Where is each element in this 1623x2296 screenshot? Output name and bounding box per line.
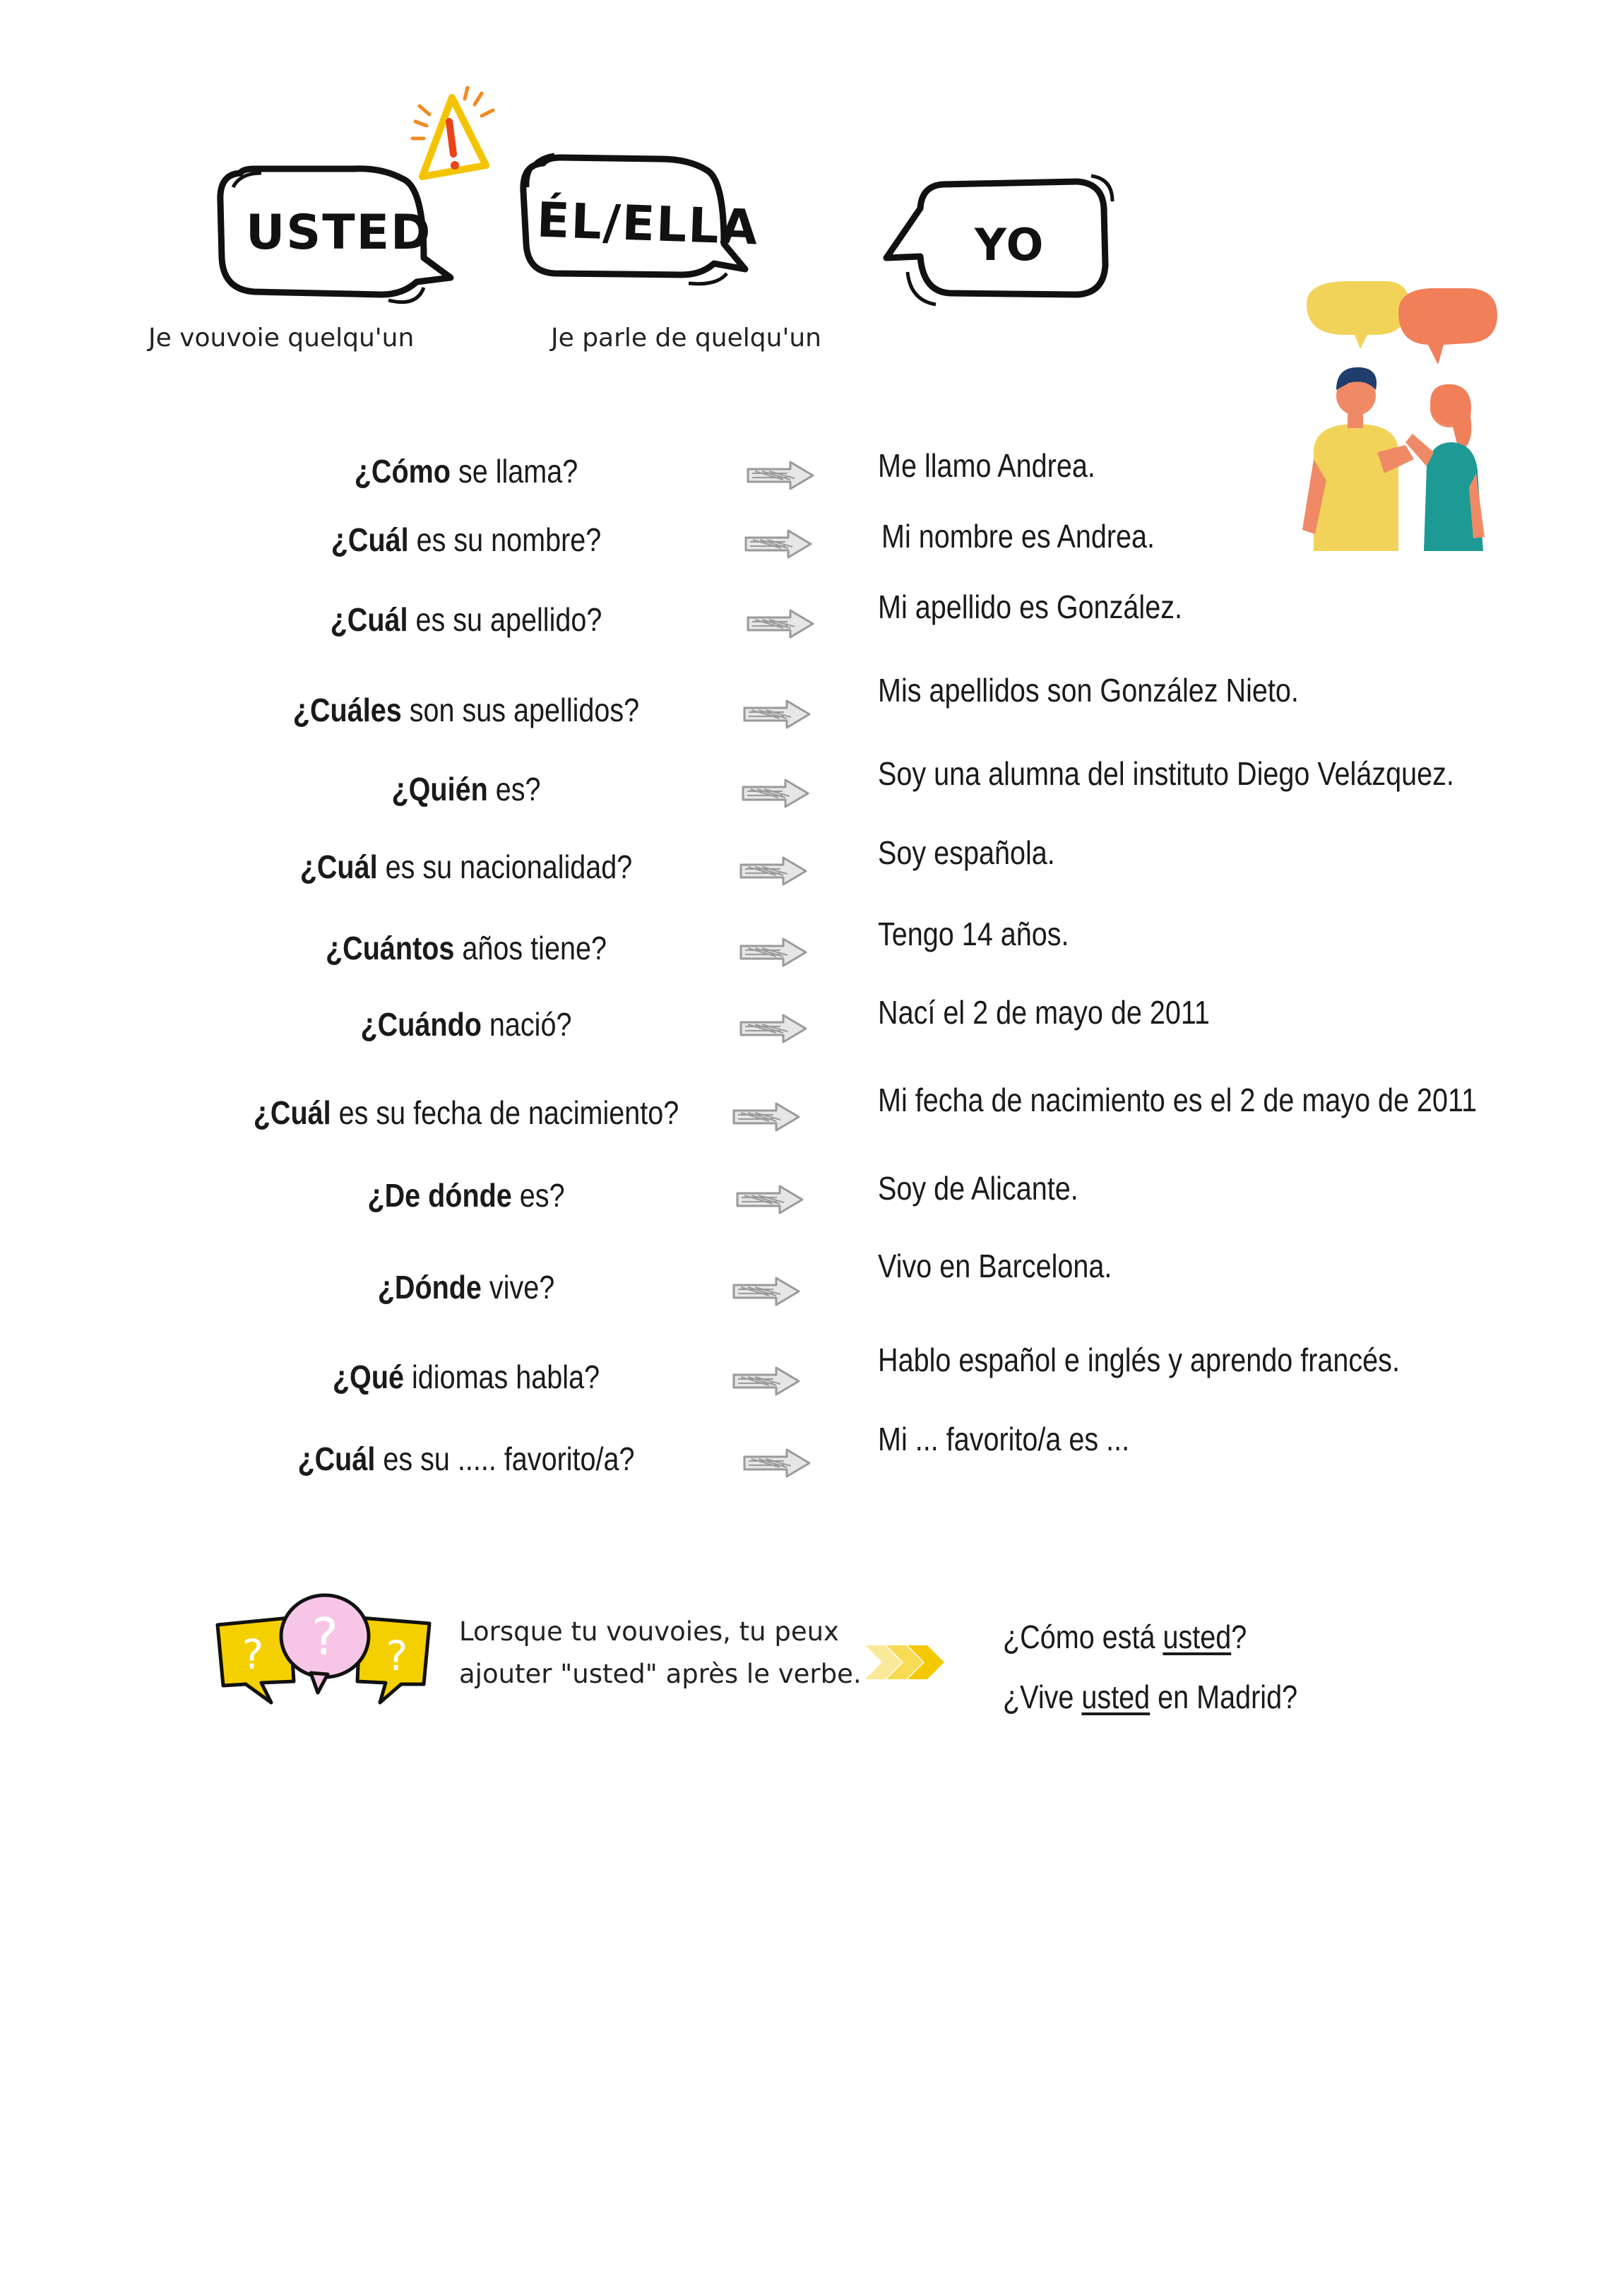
question-text [162,1094,770,1132]
example-1-pre: ¿Cómo está [1003,1619,1163,1655]
example-2-post: en Madrid? [1150,1679,1298,1715]
question-text [162,848,770,886]
answer-text: Nací el 2 de mayo de 2011 [878,994,1210,1031]
arrow-right-icon [745,608,816,640]
answer-text: Tengo 14 años. [878,916,1069,952]
question-rest: vive? [481,1269,555,1306]
example-2 [1003,1678,1297,1716]
question-keyword: ¿Cuándo [360,1006,482,1043]
question-text [162,1005,770,1043]
arrow-right-icon [738,1012,809,1045]
question-keyword: ¿Cuál [297,1440,376,1477]
question-rest: es su nacionalidad? [377,848,633,885]
question-keyword: ¿De dónde [367,1177,512,1214]
usted-label: USTED [246,205,432,261]
question-rest: es su apellido? [408,601,602,638]
question-text [162,1268,770,1306]
question-text [162,770,770,808]
question-text [162,1176,770,1214]
answer-text: Me llamo Andrea. [878,447,1095,484]
question-text [162,600,770,639]
conversation-illustration [1292,276,1511,558]
question-text [162,452,770,490]
arrow-right-icon [742,698,812,730]
arrow-right-icon [731,1365,802,1397]
arrow-right-icon [743,528,814,560]
arrow-right-icon [735,1183,805,1216]
question-rest: se llama? [450,453,578,490]
question-rest: son sus apellidos? [401,692,640,728]
answer-text: Mi fecha de nacimiento es el 2 de mayo de 2011 [878,1082,1478,1118]
answer-text: Mi nombre es Andrea. [881,518,1155,555]
example-2-pre: ¿Vive [1003,1679,1082,1715]
question-keyword: ¿Cuál [299,848,378,885]
el-ella-label: ÉL/ELLA [535,192,760,256]
usted-caption: Je vouvoie quelqu'un [148,324,415,353]
question-keyword: ¿Cuántos [326,930,455,966]
arrow-right-icon [745,459,816,492]
tip-line-1: Lorsque tu vouvoies, tu peux [459,1616,839,1647]
question-text [162,1358,770,1396]
question-rest: es su ..... favorito/a? [375,1440,635,1477]
question-bubbles-icon [212,1590,438,1710]
question-keyword: ¿Cuál [331,521,409,558]
question-keyword: ¿Cuáles [292,692,402,728]
answer-text: Mi ... favorito/a es ... [878,1421,1130,1457]
question-keyword: ¿Cuál [330,601,408,638]
arrow-right-icon [740,777,811,810]
arrow-right-icon [731,1101,802,1133]
answer-text: Soy de Alicante. [878,1170,1078,1207]
question-text [162,1440,770,1478]
yo-label: YO [975,219,1045,271]
question-keyword: ¿Cómo [354,453,451,490]
question-keyword: ¿Qué [332,1359,404,1395]
answer-text: Mis apellidos son González Nieto. [878,672,1299,709]
svg-text:?: ? [242,1631,264,1679]
question-rest: nació? [481,1006,572,1043]
chevron-arrows-icon [865,1641,950,1683]
question-text [162,521,770,559]
question-rest: es? [487,771,541,807]
question-keyword: ¿Quién [391,771,488,807]
arrow-right-icon [742,1447,812,1479]
question-rest: es su fecha de nacimiento? [331,1094,679,1131]
answer-text: Vivo en Barcelona. [878,1248,1112,1284]
question-rest: años tiene? [454,930,607,966]
example-1-post: ? [1231,1619,1247,1655]
question-rest: idiomas habla? [403,1359,600,1395]
answer-text: Soy española. [878,834,1055,871]
example-2-usted: usted [1081,1679,1151,1715]
svg-text:?: ? [311,1607,339,1667]
example-1 [1003,1618,1247,1656]
arrow-right-icon [738,936,809,969]
answer-text: Soy una alumna del instituto Diego Velázquez. [878,755,1454,792]
question-text [162,691,770,729]
svg-text:?: ? [386,1632,408,1680]
tip-text [459,1611,862,1696]
arrow-right-icon [738,855,809,887]
question-rest: es su nombre? [408,521,602,558]
answer-text: Mi apellido es González. [878,588,1182,625]
question-text [162,929,770,967]
question-rest: es? [511,1177,565,1214]
question-keyword: ¿Cuál [253,1094,331,1131]
arrow-right-icon [731,1275,802,1308]
tip-line-2: ajouter "usted" après le verbe. [459,1659,862,1689]
el-ella-caption: Je parle de quelqu'un [551,324,821,353]
question-keyword: ¿Dónde [377,1269,482,1306]
answer-text: Hablo español e inglés y aprendo francés. [878,1342,1400,1378]
example-1-usted: usted [1163,1619,1232,1655]
